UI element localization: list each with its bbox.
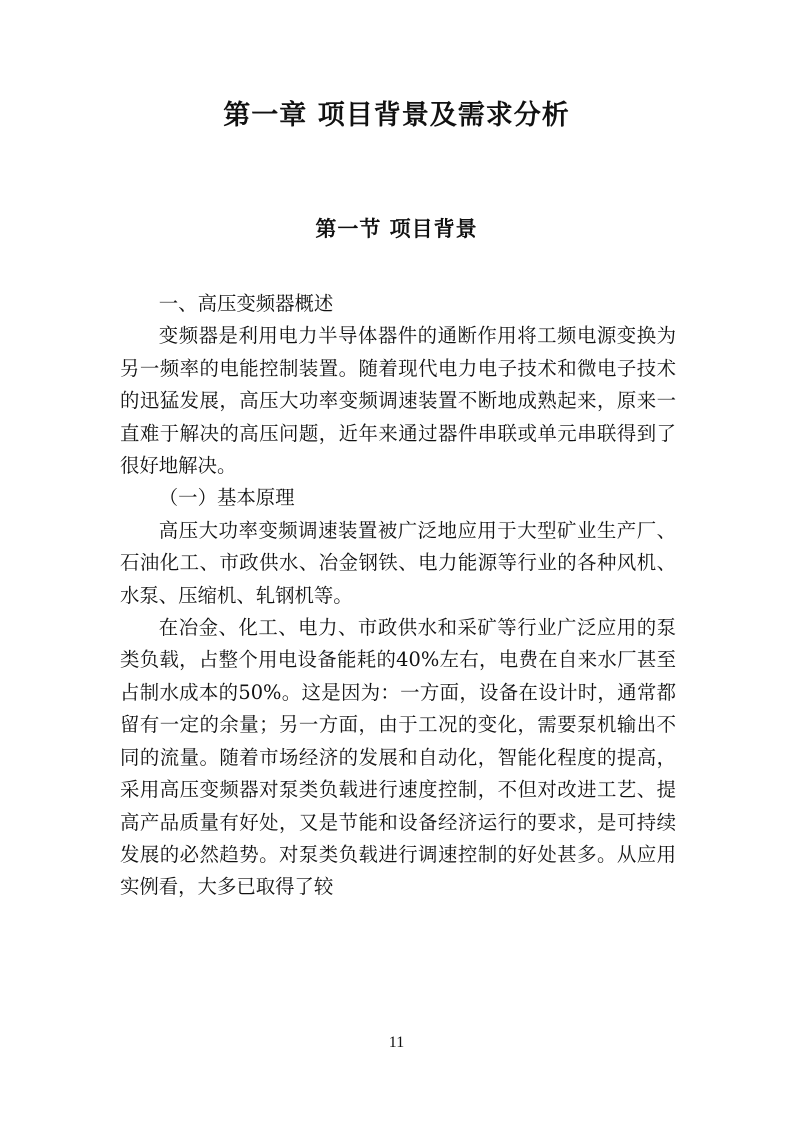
paragraph-definition: 变频器是利用电力半导体器件的通断作用将工频电源变换为另一频率的电能控制装置。随着现代电力电子技术和微电子技术的迅猛发展，高压大功率变频调速装置不断地成熟起来，原来一直难于解决的高压问题，近年来通过器件串联或单元串联得到了很好地解决。 xyxy=(120,324,676,478)
chapter-title: 第一章 项目背景及需求分析 xyxy=(223,100,570,131)
body-text xyxy=(120,288,676,904)
section-title: 第一节 项目背景 xyxy=(315,217,478,241)
paragraph-pump-loads: 在冶金、化工、电力、市政供水和采矿等行业广泛应用的泵类负载，占整个用电设备能耗的40%左右，电费在自来水厂甚至占制水成本的50%。这是因为：一方面，设备在设计时，通常都留有一定的余量；另一方面，由于工况的变化，需要泵机输出不同的流量。随着市场经济的发展和自动化，智能化程度的提高，采用高压变频器对泵类负载进行速度控制，不但对改进工艺、提高产品质量有好处，又是节能和设备经济运行的要求，是可持续发展的必然趋势。对泵类负载进行调速控制的好处甚多。从应用实例看，大多已取得了较 xyxy=(120,616,676,899)
page-number: 11 xyxy=(388,1034,405,1051)
subheading-basic-principle: （一）基本原理 xyxy=(158,486,295,510)
paragraph-applications: 高压大功率变频调速装置被广泛地应用于大型矿业生产厂、石油化工、市政供水、冶金钢铁、电力能源等行业的各种风机、水泵、压缩机、轧钢机等。 xyxy=(120,518,676,607)
heading-overview: 一、高压变频器概述 xyxy=(158,292,334,315)
